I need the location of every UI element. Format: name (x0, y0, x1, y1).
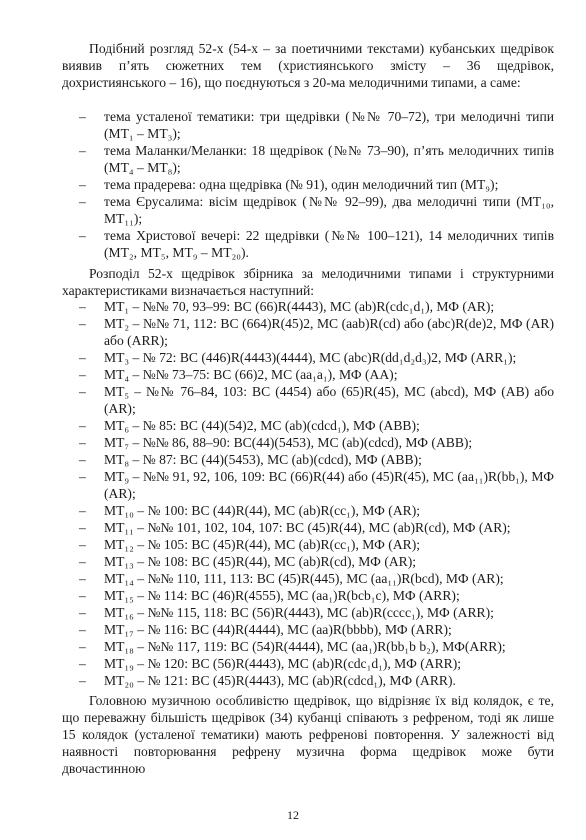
list-item: – МТ₃ – № 72: ВС (446)R(4443)(4444), МС (abc)R(dd₁d₂d₃)2, МФ (ARR₁); (79, 350, 517, 365)
list-item: – МТ₁₂ – № 105: ВС (45)R(44), МС (ab)R(cc₁), МФ (AR); (79, 537, 421, 552)
page-number: 12 (287, 808, 299, 822)
list-item: – МТ₉ – №№ 91, 92, 106, 109: ВС (66)R(44) або (45)R(45), МС (aa₁₁)R(bb₁), МФ (AR); (79, 469, 554, 501)
melodic-type-list (62, 298, 554, 689)
dash-bullet: – (79, 673, 86, 688)
dash-bullet: – (79, 367, 86, 382)
dash-bullet: – (79, 194, 86, 209)
dash-bullet: – (79, 520, 86, 535)
dash-bullet: – (79, 588, 86, 603)
list-item: – МТ₁₅ – № 114: ВС (46)R(4555), МС (aa₁)R(bcb₁c), МФ (ARR); (79, 588, 460, 603)
dash-bullet: – (79, 350, 86, 365)
dash-bullet: – (79, 316, 86, 331)
list-item: – тема Маланки/Меланки: 18 щедрівок (№№ 73–90), п’ять мелодичних типів (МТ₄ – МТ₈); (79, 143, 554, 175)
list-item: – МТ₁₈ – №№ 117, 119: ВС (54)R(4444), МС (aa₁)R(bb₁b b₂), МФ(ARR); (79, 639, 506, 654)
list-item: – МТ₁ – №№ 70, 93–99: ВС (66)R(4443), МС (ab)R(cdc₁d₁), МФ (AR); (79, 299, 495, 314)
list-item: – МТ₁₀ – № 100: ВС (44)R(44), МС (ab)R(cc₁), МФ (AR); (79, 503, 421, 518)
list-item: – МТ₁₇ – № 116: ВС (44)R(4444), МС (aa)R(bbbb), МФ (ARR); (79, 622, 452, 637)
conclusion-paragraph: Головною музичною особливістю щедрівок, що відрізняє їх від колядок, є те, що переважну більшість щедрівок (34) кубанці співають з рефреном, тоді як лише 15 колядок (усталеної тематики) мають рефренові повторення. У залежності від наявності повторювання рефрену музична форма щедрівок може бути двочастинною (62, 693, 554, 776)
dash-bullet: – (79, 109, 86, 124)
list-item: – МТ₂ – №№ 71, 112: ВС (664)R(45)2, МС (aab)R(cd) або (abc)R(de)2, МФ (AR) або (ARR); (79, 316, 554, 348)
list-item: – МТ₅ – №№ 76–84, 103: ВС (4454) або (65)R(45), МС (abcd), МФ (AB) або (AR); (79, 384, 554, 416)
dash-bullet: – (79, 639, 86, 654)
dash-bullet: – (79, 177, 86, 192)
dash-bullet: – (79, 605, 86, 620)
list-item: – МТ₁₉ – № 120: ВС (56)R(4443), МС (ab)R(cdc₁d₁), МФ (ARR); (79, 656, 462, 671)
list-item: – МТ₁₃ – № 108: ВС (45)R(44), МС (ab)R(cd), МФ (AR); (79, 554, 417, 569)
dash-bullet: – (79, 537, 86, 552)
theme-list (62, 108, 554, 261)
dash-bullet: – (79, 143, 86, 158)
dash-bullet: – (79, 469, 86, 484)
dash-bullet: – (79, 228, 86, 243)
list-item: – МТ₈ – № 87: ВС (44)(5453), МС (ab)(cdcd), МФ (АВВ); (79, 452, 422, 467)
dash-bullet: – (79, 452, 86, 467)
list-item: – тема Єрусалима: вісім щедрівок (№№ 92–99), два мелодичні типи (МТ₁₀, МТ₁₁); (79, 194, 554, 226)
list-item: – МТ₁₁ – №№ 101, 102, 104, 107: ВС (45)R(44), МС (ab)R(cd), МФ (AR); (79, 520, 511, 535)
list-item: – тема Христової вечері: 22 щедрівки (№№ 100–121), 14 мелодичних типів (МТ₂, МТ₅, МТ₉ – МТ₂₀). (79, 228, 554, 260)
list-item: – МТ₆ – № 85: ВС (44)(54)2, МС (ab)(cdcd₁), МФ (АВВ); (79, 418, 420, 433)
list-item: – тема прадерева: одна щедрівка (№ 91), один мелодичний тип (МТ₉); (79, 177, 499, 192)
dash-bullet: – (79, 299, 86, 314)
list-item: – МТ₁₆ – №№ 115, 118: ВС (56)R(4443), МС (ab)R(cccc₁), МФ (ARR); (79, 605, 494, 620)
list-item: – МТ₇ – №№ 86, 88–90: ВС(44)(5453), МС (ab)(cdcd), МФ (АВВ); (79, 435, 473, 450)
dash-bullet: – (79, 384, 86, 399)
list-item: – МТ₄ – №№ 73–75: ВС (66)2, МС (aa₁a₁), МФ (AA); (79, 367, 398, 382)
distribution-paragraph: Розподіл 52-х щедрівок збірника за мелодичними типами і структурними характеристиками визначається наступний: (62, 266, 554, 298)
intro-paragraph: Подібний розгляд 52-х (54-х – за поетичними текстами) кубанських щедрівок виявив п’ять сюжетних тем (християнського змісту – 36 щедрівок, дохристиянського – 16), що поєднуються з 20-ма мелодичними типами, а саме: (62, 41, 554, 90)
dash-bullet: – (79, 622, 86, 637)
dash-bullet: – (79, 503, 86, 518)
dash-bullet: – (79, 554, 86, 569)
list-item: – тема усталеної тематики: три щедрівки (№№ 70–72), три мелодичні типи (МТ₁ – МТ₃); (79, 109, 554, 141)
dash-bullet: – (79, 656, 86, 671)
list-item: – МТ₂₀ – № 121: ВС (45)R(4443), МС (ab)R(cdcd₁), МФ (ARR). (79, 673, 456, 688)
dash-bullet: – (79, 418, 86, 433)
list-item: – МТ₁₄ – №№ 110, 111, 113: ВС (45)R(445), МС (aa₁₁)R(bcd), МФ (AR); (79, 571, 504, 586)
dash-bullet: – (79, 571, 86, 586)
dash-bullet: – (79, 435, 86, 450)
